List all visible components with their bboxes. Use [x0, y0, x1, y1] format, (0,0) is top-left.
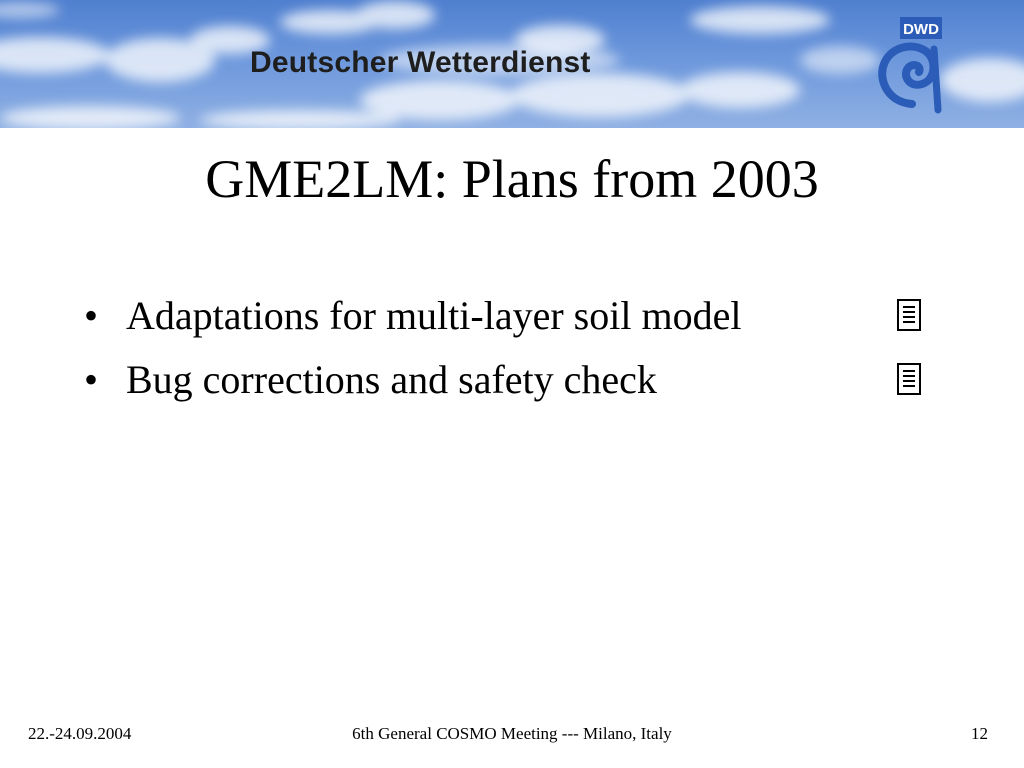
slide-footer [0, 724, 1024, 748]
footer-date: 22.-24.09.2004 [28, 724, 132, 743]
slide-title: GME2LM: Plans from 2003 [205, 149, 819, 209]
document-icon [896, 362, 922, 396]
dwd-logo-icon [872, 14, 952, 114]
document-icon [896, 298, 922, 332]
bullet-marker: • [84, 357, 99, 402]
bullet-list [84, 292, 944, 420]
bullet-marker: • [84, 293, 99, 338]
footer-event: 6th General COSMO Meeting --- Milano, Italy [352, 724, 672, 743]
bullet-text: Bug corrections and safety check [126, 357, 657, 402]
organization-name: Deutscher Wetterdienst [250, 46, 591, 79]
bullet-text: Adaptations for multi-layer soil model [126, 293, 742, 338]
bullet-item-bug-corrections [84, 356, 944, 420]
page-number: 12 [971, 724, 988, 743]
logo-text: DWD [903, 21, 939, 38]
bullet-item-soil-model [84, 292, 944, 356]
header-banner [0, 0, 1024, 128]
